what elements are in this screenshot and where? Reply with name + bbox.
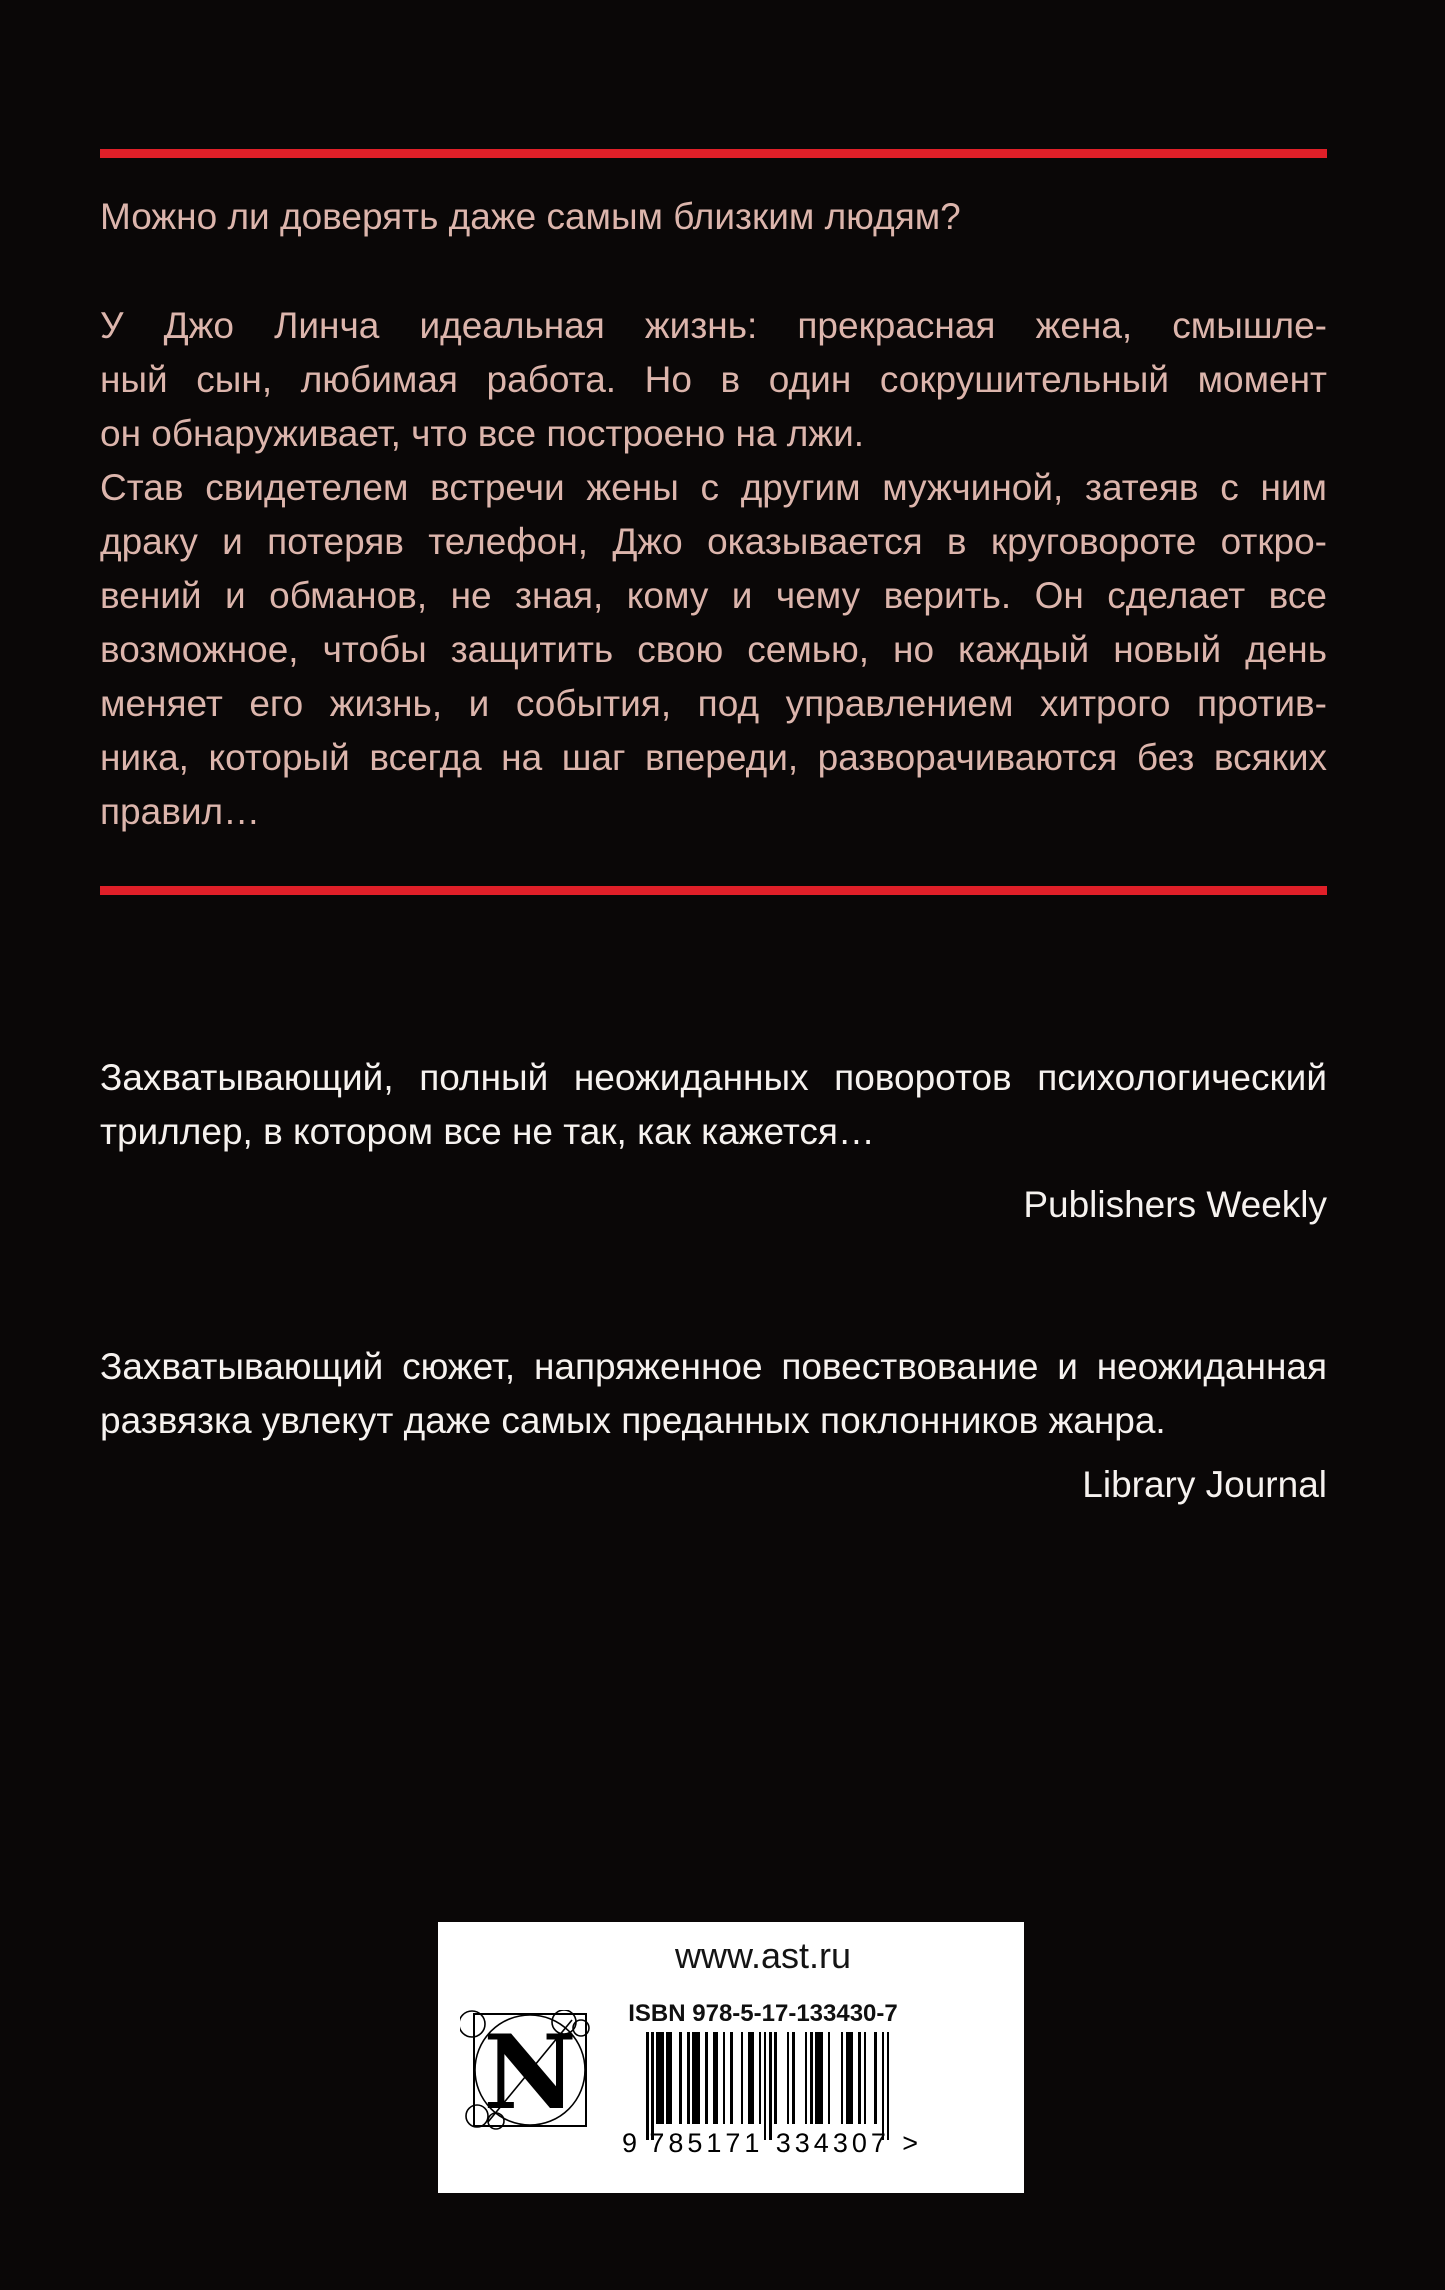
quote-line: развязка увлекут даже самых преданных поклонников жанра. (100, 1400, 1166, 1441)
barcode-digit-first: 9 (622, 2128, 638, 2158)
publisher-logo-icon (460, 2010, 592, 2130)
synopsis-line: правил… (100, 791, 261, 832)
synopsis-line: Став свидетелем встречи жены с другим мужчиной, затеяв с ним (100, 467, 1327, 508)
quote-source-library-journal: Library Journal (1082, 1464, 1327, 1505)
review-quote-library-journal (100, 1340, 1327, 1448)
synopsis-line: он обнаруживает, что все построено на лжи. (100, 413, 865, 454)
isbn-label: ISBN 978-5-17-133430-7 (628, 2000, 898, 2027)
quote-line: Захватывающий сюжет, напряженное повествование и неожиданная (100, 1346, 1327, 1387)
barcode-digits (622, 2126, 918, 2160)
synopsis-line: вений и обманов, не зная, кому и чему верить. Он сделает все (100, 575, 1327, 616)
barcode-left-group: 785171 (649, 2128, 764, 2158)
synopsis (100, 299, 1327, 839)
publisher-panel (438, 1922, 1024, 2193)
top-divider-rule (100, 149, 1327, 158)
quote-line: Захватывающий, полный неожиданных поворотов психологический (100, 1057, 1327, 1098)
barcode-right-group: 334307 (775, 2128, 890, 2158)
quote-source-publishers-weekly: Publishers Weekly (1023, 1184, 1327, 1225)
logo-letter: N (483, 2013, 577, 2130)
synopsis-line: У Джо Линча идеальная жизнь: прекрасная жена, смышле- (100, 305, 1327, 346)
review-quote-publishers-weekly (100, 1051, 1327, 1159)
synopsis-line: драку и потеряв телефон, Джо оказывается в круговороте откро- (100, 521, 1327, 562)
quote-line: триллер, в котором все не так, как кажется… (100, 1111, 875, 1152)
synopsis-line: ный сын, любимая работа. Но в один сокрушительный момент (100, 359, 1327, 400)
tagline: Можно ли доверять даже самым близким людям? (100, 196, 961, 237)
synopsis-line: ника, который всегда на шаг впереди, разворачиваются без всяких (100, 737, 1327, 778)
barcode-terminator: > (902, 2128, 918, 2158)
synopsis-line: меняет его жизнь, и события, под управлением хитрого против- (100, 683, 1327, 724)
middle-divider-rule (100, 886, 1327, 895)
synopsis-line: возможное, чтобы защитить свою семью, но каждый новый день (100, 629, 1327, 670)
website-url: www.ast.ru (674, 1935, 852, 1976)
